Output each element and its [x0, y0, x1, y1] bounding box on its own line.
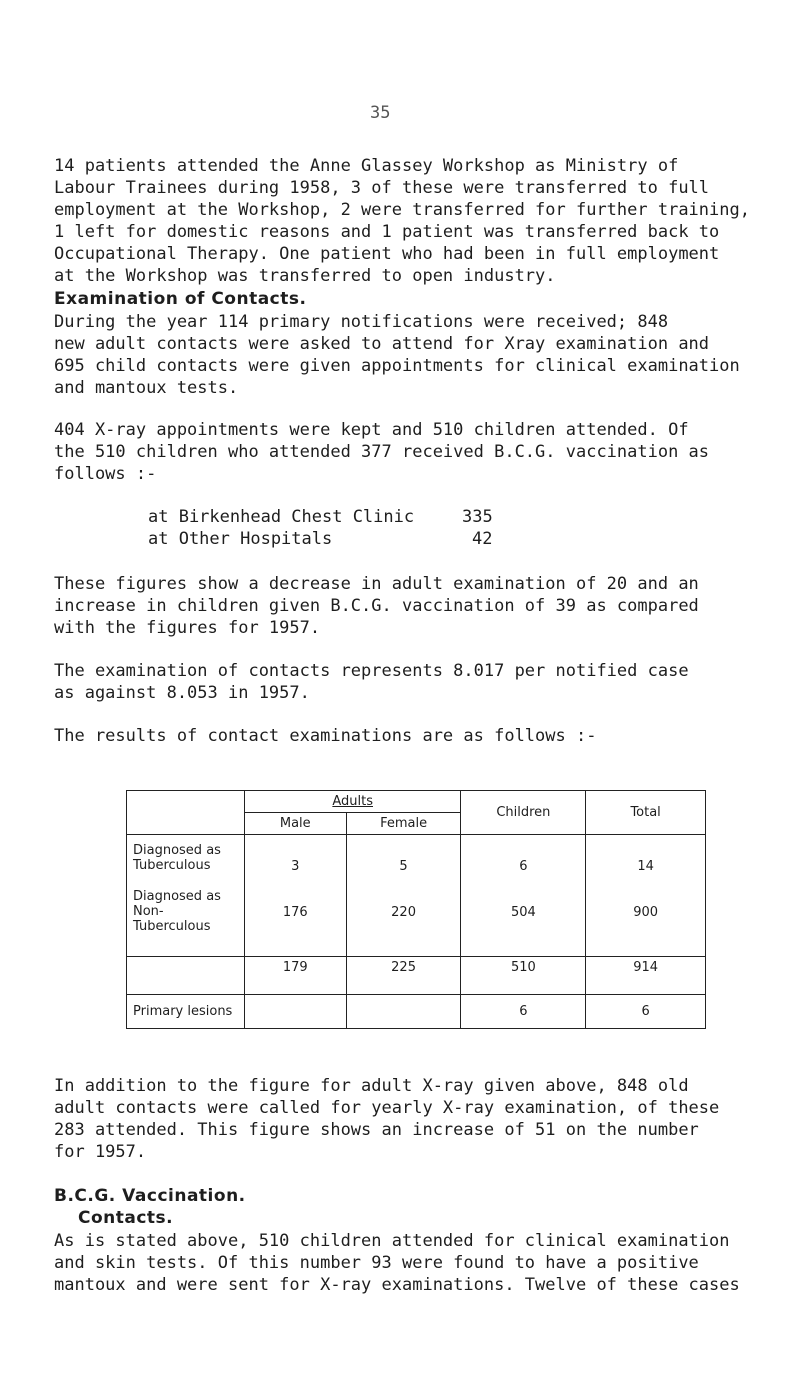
list-item-label: at Birkenhead Chest Clinic: [148, 507, 415, 527]
table-cell: 6: [461, 995, 586, 1029]
table-cell: 5: [399, 859, 408, 874]
bcg-paragraph: As is stated above, 510 children attended for clinical examination and skin tests. Of this number 93 were found to have a positive mantoux and were sent for X-ray examinations. Twelve of these cases: [54, 1231, 740, 1295]
contact-results-table: [126, 790, 706, 1029]
table-cell: 220: [391, 905, 416, 920]
female-cells: [346, 835, 461, 957]
adults-header: Adults: [244, 791, 461, 813]
row-label: Diagnosed as Non-Tuberculous: [133, 889, 221, 934]
children-cells: [461, 835, 586, 957]
comparison-paragraph: These figures show a decrease in adult examination of 20 and an increase in children given B.C.G. vaccination of 39 as compared with the figures for 1957.: [54, 574, 699, 638]
xray-appointments-paragraph: 404 X-ray appointments were kept and 510 children attended. Of the 510 children who attended 377 received B.C.G. vaccination as follows :-: [54, 420, 710, 484]
children-header: Children: [461, 791, 586, 835]
table-cell: 14: [637, 859, 654, 874]
list-item-label: at Other Hospitals: [148, 529, 333, 549]
notifications-paragraph: During the year 114 primary notifications were received; 848 new adult contacts were asked to attend for Xray examination and 695 child contacts were given appointments for clinical examination and mantoux tests.: [54, 312, 740, 398]
list-item-value: 335: [462, 507, 493, 527]
diagnosis-labels: [127, 835, 245, 957]
yearly-xray-paragraph: In addition to the figure for adult X-ray given above, 848 old adult contacts were called for yearly X-ray examination, of these 283 attended. This figure shows an increase of 51 on the number for 1957.: [54, 1076, 720, 1162]
table-cell: 179: [244, 957, 346, 995]
table-row-totals: [127, 957, 706, 995]
table-corner: [127, 791, 245, 835]
female-header: Female: [346, 813, 461, 835]
table-cell: 504: [510, 905, 536, 920]
table-cell: Primary lesions: [127, 995, 245, 1029]
rate-paragraph: The examination of contacts represents 8.017 per notified case as against 8.053 in 1957.: [54, 661, 689, 703]
results-intro: The results of contact examinations are as follows :-: [54, 726, 597, 746]
table-row-primary: [127, 995, 706, 1029]
total-header: Total: [586, 791, 706, 835]
table-cell: 225: [346, 957, 461, 995]
table-cell: 176: [282, 905, 308, 920]
row-label: Diagnosed as Tuberculous: [133, 843, 221, 873]
table-cell: 914: [586, 957, 706, 995]
table-cell: 3: [291, 859, 300, 874]
section-heading-contacts: Examination of Contacts.: [54, 289, 307, 309]
section-heading-bcg: B.C.G. Vaccination.: [54, 1186, 246, 1206]
male-header: Male: [244, 813, 346, 835]
table-cell: [127, 957, 245, 995]
table-cell: [244, 995, 346, 1029]
table-cell: 6: [586, 995, 706, 1029]
table-cell: 510: [461, 957, 586, 995]
total-cells: [586, 835, 706, 957]
table-cell: 6: [519, 859, 528, 874]
page-number: 35: [370, 103, 391, 123]
table-cell: [346, 995, 461, 1029]
section-subheading-contacts: Contacts.: [78, 1208, 174, 1228]
male-cells: [244, 835, 346, 957]
list-item-value: 42: [472, 529, 493, 549]
table-cell: 900: [633, 905, 659, 920]
workshop-paragraph: 14 patients attended the Anne Glassey Workshop as Ministry of Labour Trainees during 1958, 3 of these were transferred to full employment at the Workshop, 2 were transferred for further training, 1 left for domestic reasons and 1 patient was transferred back to Occupational Therapy. One patient who had been in full employment at the Workshop was transferred to open industry.: [54, 156, 750, 286]
